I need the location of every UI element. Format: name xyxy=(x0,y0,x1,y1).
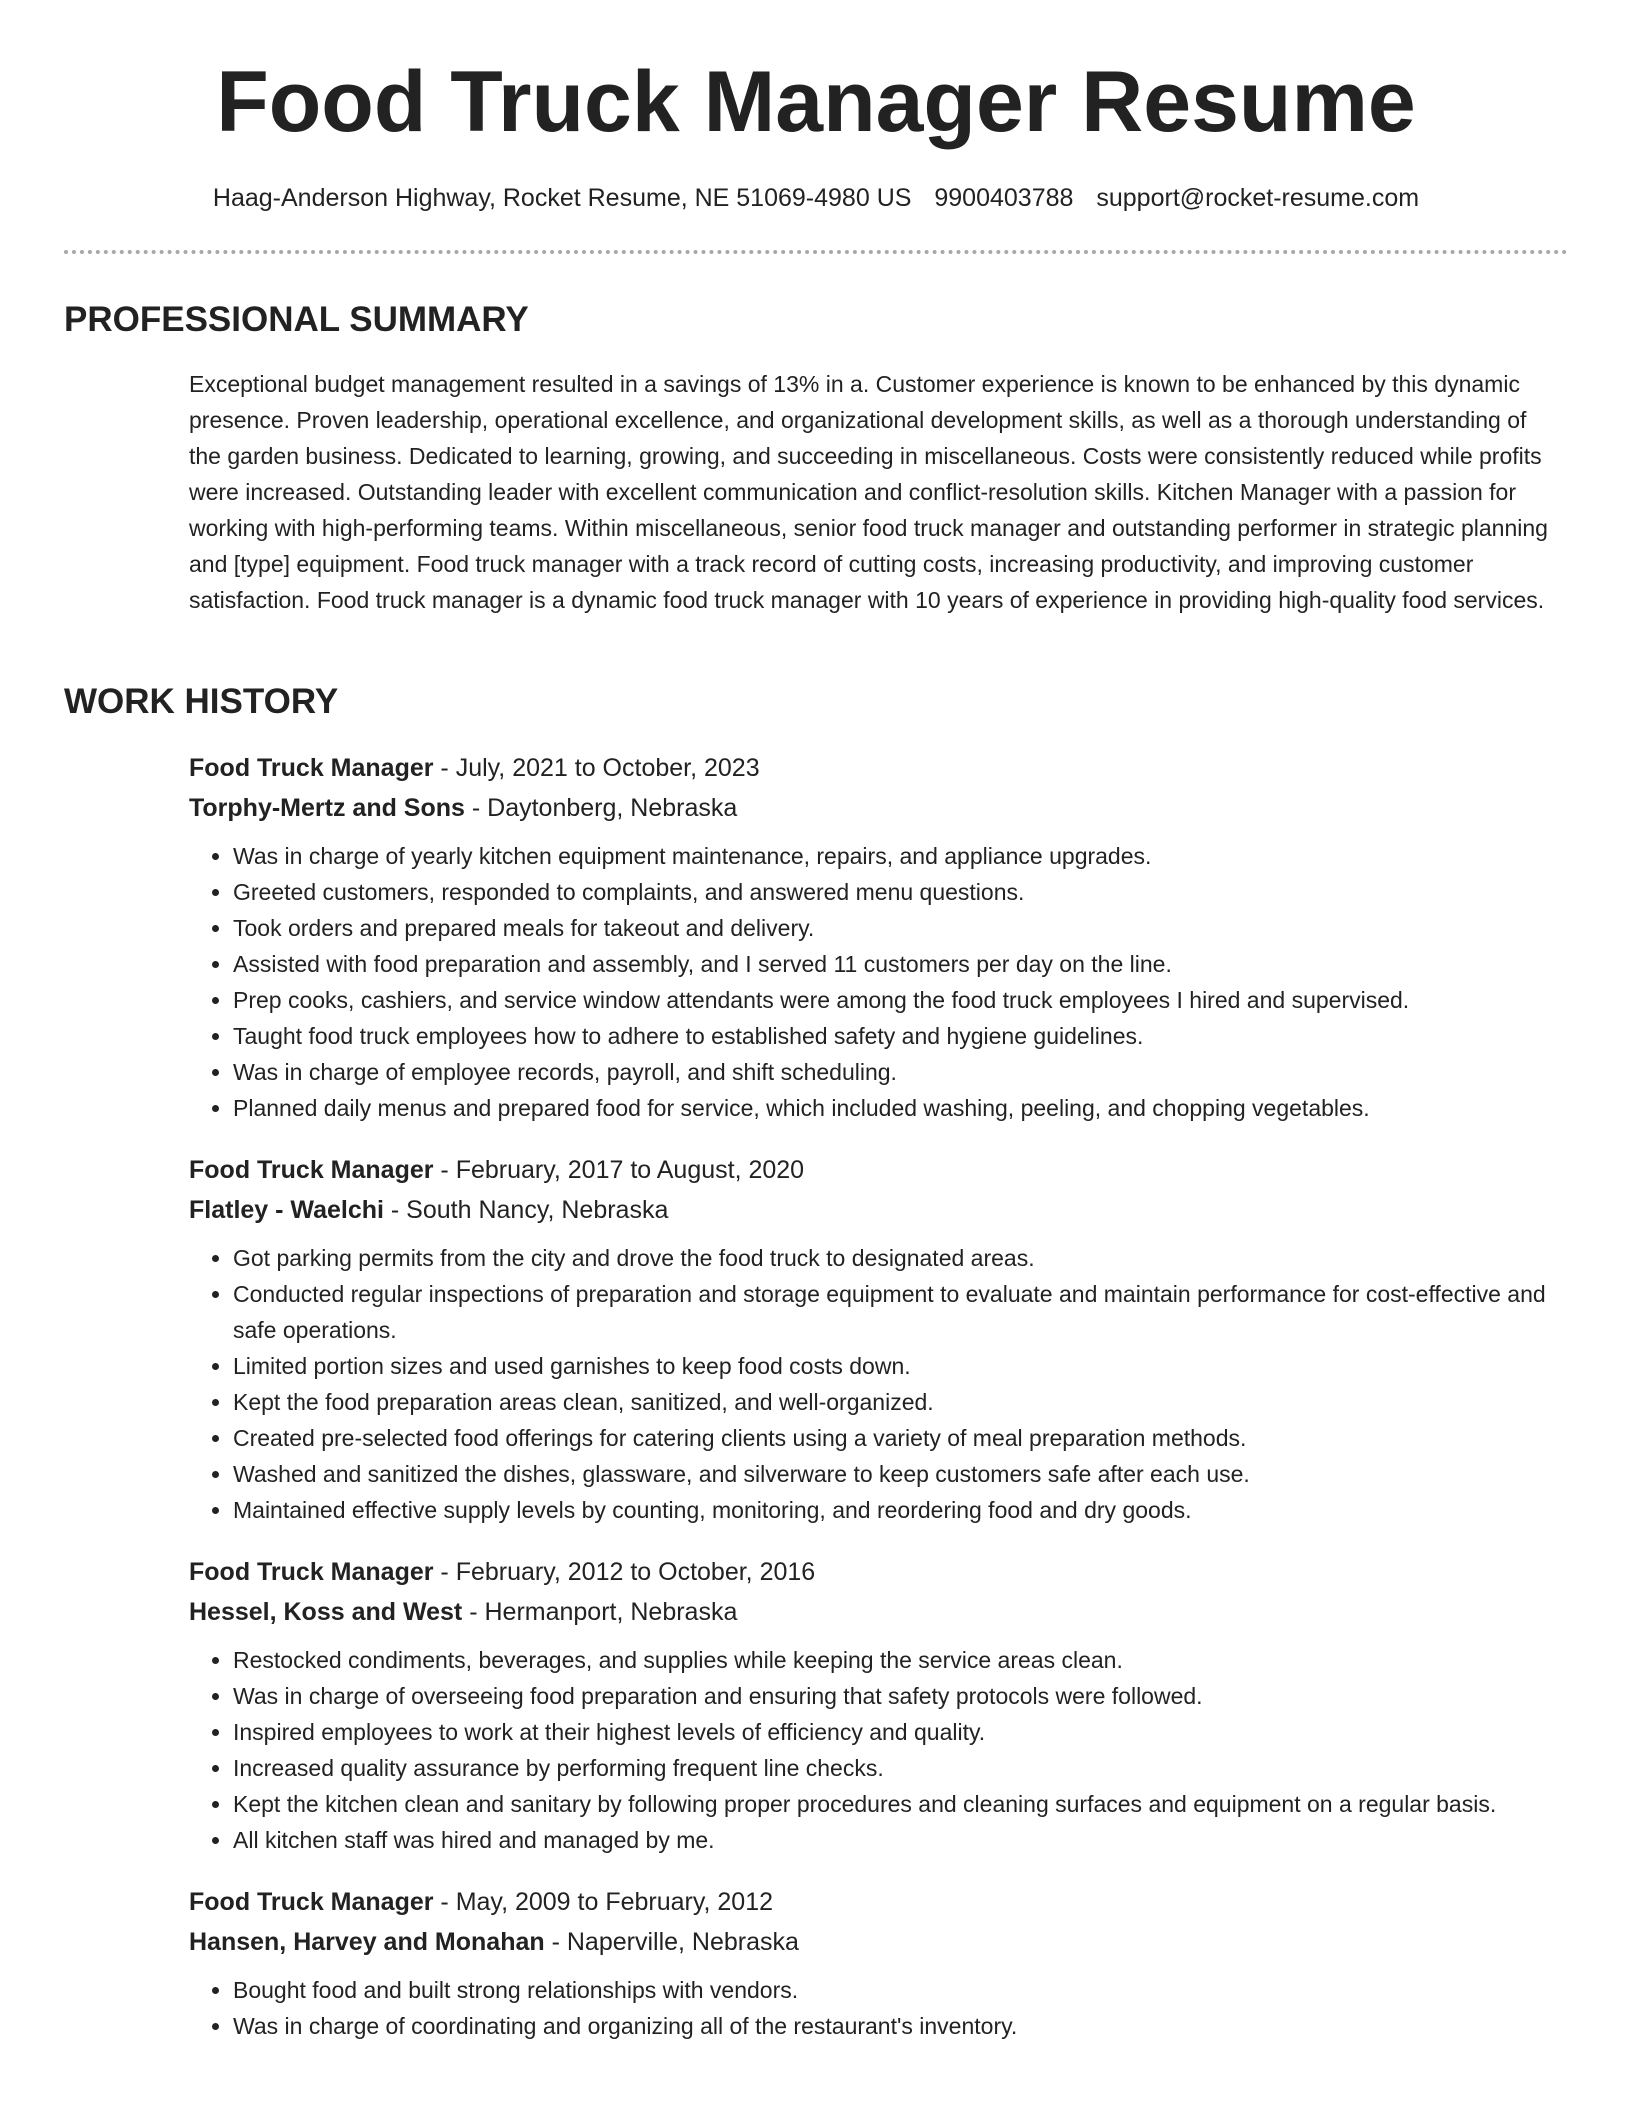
job-bullet: • All kitchen staff was hired and managed by me. xyxy=(233,1822,1561,1858)
contact-address: Haag-Anderson Highway, Rocket Resume, NE 51069-4980 US xyxy=(212,184,912,212)
contact-phone: 9900403788 xyxy=(934,184,1074,212)
job-bullet: • Assisted with food preparation and assembly, and I served 11 customers per day on the line. xyxy=(233,946,1561,982)
job-title: Food Truck Manager xyxy=(189,1558,434,1586)
resume-title: Food Truck Manager Resume xyxy=(216,54,1416,150)
job-bullet: • Limited portion sizes and used garnishes to keep food costs down. xyxy=(233,1348,1561,1384)
job-bullet: • Greeted customers, responded to complaints, and answered menu questions. xyxy=(233,874,1561,910)
job-dates: - May, 2009 to February, 2012 xyxy=(433,1888,774,1916)
job-bullets xyxy=(189,838,1561,1126)
work-history-heading: WORK HISTORY xyxy=(64,682,339,721)
job-bullet: • Washed and sanitized the dishes, glassware, and silverware to keep customers safe after each use. xyxy=(233,1456,1561,1492)
job-title-line xyxy=(189,1150,1561,1190)
job-dates: - February, 2017 to August, 2020 xyxy=(433,1156,805,1184)
job-entry xyxy=(189,1882,1561,2044)
job-bullet: • Took orders and prepared meals for takeout and delivery. xyxy=(233,910,1561,946)
job-title: Food Truck Manager xyxy=(189,1888,434,1916)
job-bullet: • Created pre-selected food offerings for catering clients using a variety of meal preparation methods. xyxy=(233,1420,1561,1456)
work-history-list xyxy=(189,748,1561,2068)
job-title-line xyxy=(189,1882,1561,1922)
job-company: Hansen, Harvey and Monahan xyxy=(189,1928,545,1956)
contact-info xyxy=(0,180,1632,216)
job-bullet: • Conducted regular inspections of preparation and storage equipment to evaluate and maintain performance for cost-effective and safe operations. xyxy=(233,1276,1561,1348)
job-bullet: • Kept the kitchen clean and sanitary by following proper procedures and cleaning surfaces and equipment on a regular basis. xyxy=(233,1786,1561,1822)
job-bullet: • Inspired employees to work at their highest levels of efficiency and quality. xyxy=(233,1714,1561,1750)
job-bullets xyxy=(189,1240,1561,1528)
job-bullet: • Bought food and built strong relationships with vendors. xyxy=(233,1972,1561,2008)
job-bullet: • Prep cooks, cashiers, and service window attendants were among the food truck employees I hired and supervised. xyxy=(233,982,1561,1018)
summary-text: Exceptional budget management resulted in a savings of 13% in a. Customer experience is known to be enhanced by this dynamic presence. Proven leadership, operational excellence, and organizational development skills, as well as a thorough understanding of the garden business. Dedicated to learning, growing, and succeeding in miscellaneous. Costs were consistently reduced while profits were increased. Outstanding leader with excellent communication and conflict-resolution skills. Kitchen Manager with a passion for working with high-performing teams. Within miscellaneous, senior food truck manager and outstanding performer in strategic planning and [type] equipment. Food truck manager with a track record of cutting costs, increasing productivity, and improving customer satisfaction. Food truck manager is a dynamic food truck manager with 10 years of experience in providing high-quality food services. xyxy=(189,371,1548,613)
job-company: Torphy-Mertz and Sons xyxy=(189,794,465,822)
job-location: - Hermanport, Nebraska xyxy=(462,1598,738,1626)
job-company: Flatley - Waelchi xyxy=(189,1196,384,1224)
job-bullet: • Taught food truck employees how to adhere to established safety and hygiene guidelines. xyxy=(233,1018,1561,1054)
job-bullet: • Maintained effective supply levels by counting, monitoring, and reordering food and dry goods. xyxy=(233,1492,1561,1528)
job-bullet: • Was in charge of coordinating and organizing all of the restaurant's inventory. xyxy=(233,2008,1561,2044)
job-bullet: • Was in charge of employee records, payroll, and shift scheduling. xyxy=(233,1054,1561,1090)
job-company-line xyxy=(189,1190,1561,1230)
job-entry xyxy=(189,1150,1561,1528)
job-dates: - July, 2021 to October, 2023 xyxy=(433,754,760,782)
job-location: - Naperville, Nebraska xyxy=(544,1928,799,1956)
summary-heading: PROFESSIONAL SUMMARY xyxy=(64,300,529,339)
job-entry xyxy=(189,1552,1561,1858)
job-title: Food Truck Manager xyxy=(189,754,434,782)
job-bullet: • Was in charge of yearly kitchen equipment maintenance, repairs, and appliance upgrades. xyxy=(233,838,1561,874)
job-bullet: • Restocked condiments, beverages, and supplies while keeping the service areas clean. xyxy=(233,1642,1561,1678)
job-company-line xyxy=(189,1592,1561,1632)
job-title: Food Truck Manager xyxy=(189,1156,434,1184)
job-company-line xyxy=(189,1922,1561,1962)
job-title-line xyxy=(189,748,1561,788)
job-bullets xyxy=(189,1972,1561,2044)
job-bullet: • Kept the food preparation areas clean, sanitized, and well-organized. xyxy=(233,1384,1561,1420)
job-location: - South Nancy, Nebraska xyxy=(383,1196,669,1224)
job-bullet: • Increased quality assurance by performing frequent line checks. xyxy=(233,1750,1561,1786)
job-company-line xyxy=(189,788,1561,828)
contact-email: support@rocket-resume.com xyxy=(1096,184,1420,212)
job-location: - Daytonberg, Nebraska xyxy=(464,794,738,822)
job-bullet: • Planned daily menus and prepared food for service, which included washing, peeling, and chopping vegetables. xyxy=(233,1090,1561,1126)
job-company: Hessel, Koss and West xyxy=(189,1598,463,1626)
job-bullets xyxy=(189,1642,1561,1858)
header-divider xyxy=(64,250,1568,254)
job-dates: - February, 2012 to October, 2016 xyxy=(433,1558,816,1586)
job-title-line xyxy=(189,1552,1561,1592)
job-bullet: • Was in charge of overseeing food preparation and ensuring that safety protocols were followed. xyxy=(233,1678,1561,1714)
job-entry xyxy=(189,748,1561,1126)
job-bullet: • Got parking permits from the city and drove the food truck to designated areas. xyxy=(233,1240,1561,1276)
